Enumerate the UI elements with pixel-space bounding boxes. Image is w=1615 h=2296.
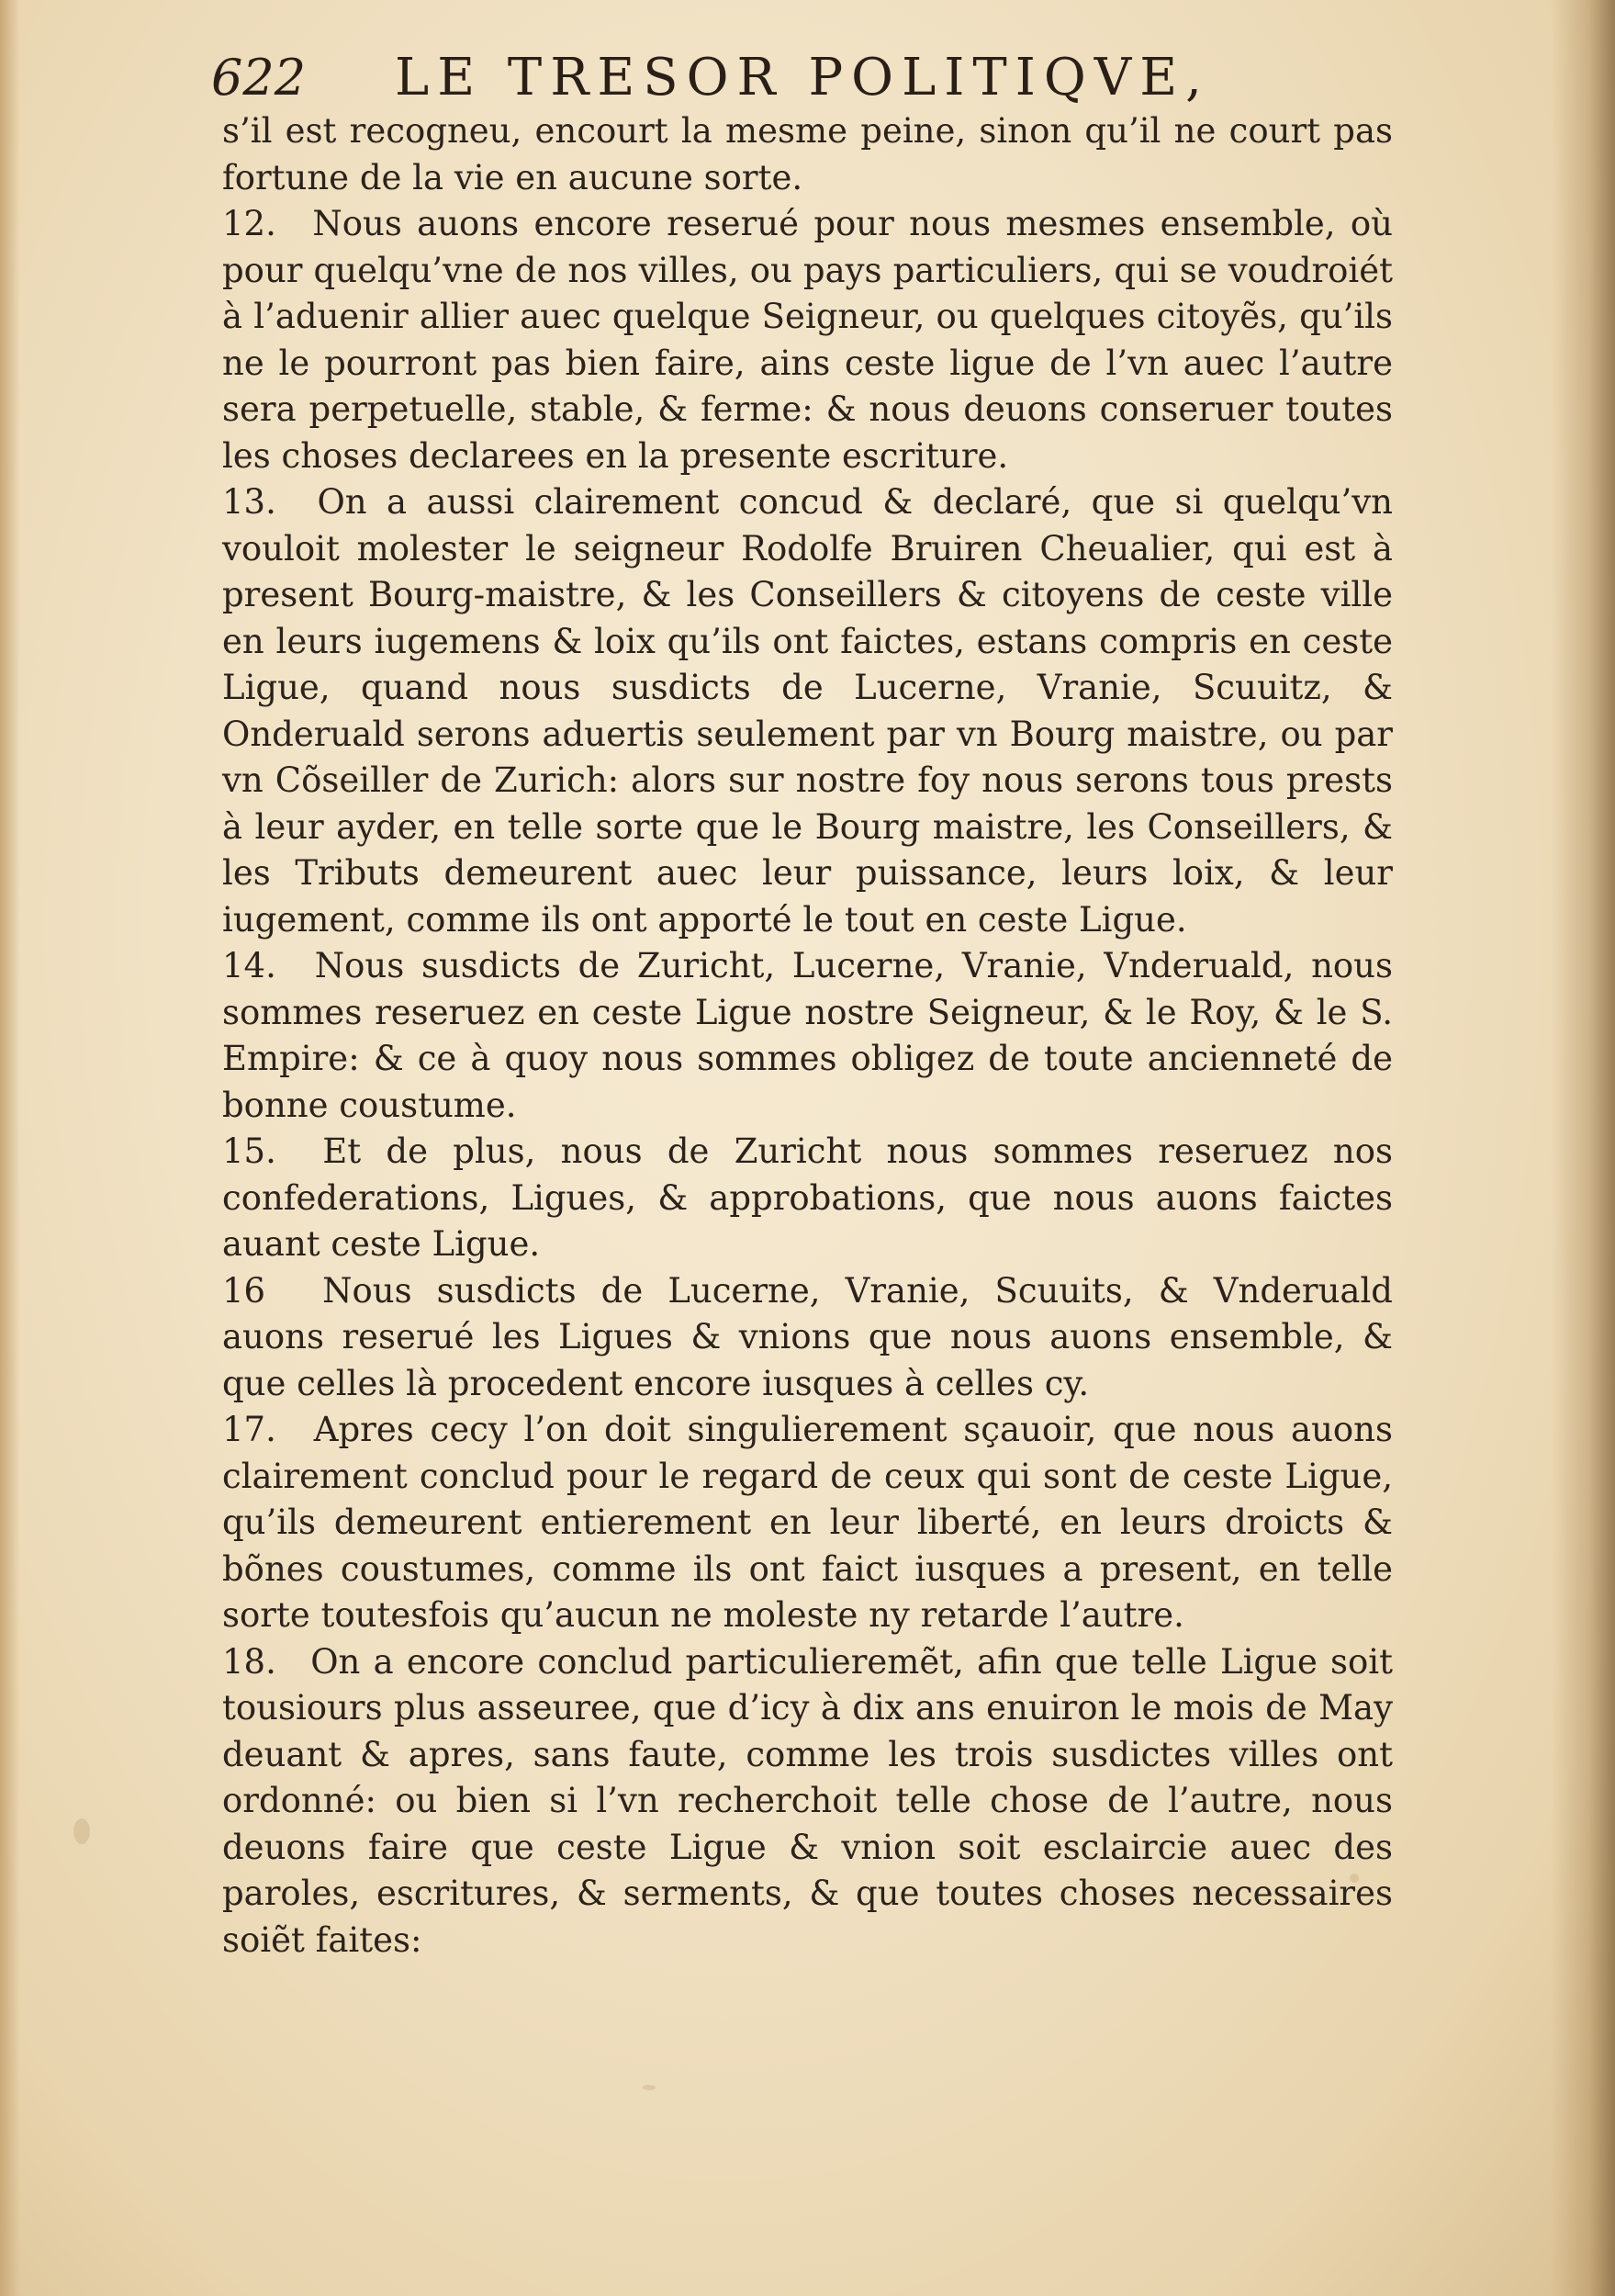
article-17 xyxy=(222,1407,1393,1639)
article-text: On a encore conclud particulieremẽt, afin que telle Ligue soit tousiours plus asseuree, que d’icy à dix ans enuiron le mois de May deuant & apres, sans faute, comme les trois susdictes villes ont ordonné: ou bien si l’vn recherchoit telle chose de l’autre, nous deuons faire que ceste Ligue & vnion soit esclaircie auec des paroles, escritures, & serments, & que toutes choses necessaires soiẽt faites: xyxy=(222,1641,1394,1960)
running-title: LE TRESOR POLITIQVE, xyxy=(395,48,1210,107)
article-text: On a aussi clairement concud & declaré, que si quelqu’vn vouloit molester le seigneur Rodolfe Bruiren Cheualier, qui est à present Bourg-maistre, & les Conseillers & citoyens de ceste ville en leurs iugemens & loix qu’ils ont faictes, estans compris en ceste Ligue, quand nous susdicts de Lucerne, Vranie, Scuuitz, & Onderuald serons aduertis seulement par vn Bourg maistre, ou par vn Cõseiller de Zurich: alors sur nostre foy nous serons tous prests à leur ayder, en telle sorte que le Bourg maistre, les Conseillers, & les Tributs demeurent auec leur puissance, leurs loix, & leur iugement, comme ils ont apporté le tout en ceste Ligue. xyxy=(222,482,1393,940)
article-text: Nous susdicts de Zuricht, Lucerne, Vranie, Vnderuald, nous sommes reseruez en ceste Ligue nostre Seigneur, & le Roy, & le S. Empire: & ce à quoy nous sommes obligez de toute ancienneté de bonne coustume. xyxy=(222,946,1393,1125)
article-number: 16 xyxy=(222,1270,266,1311)
article-number: 13. xyxy=(222,482,276,522)
article-number: 15. xyxy=(222,1131,276,1171)
ink-stain xyxy=(73,1818,90,1844)
article-14 xyxy=(222,943,1393,1129)
page-edge-shadow xyxy=(1551,0,1615,2296)
article-16 xyxy=(222,1268,1393,1408)
article-13 xyxy=(222,479,1393,943)
article-text: Nous auons encore reserué pour nous mesmes ensemble, où pour quelqu’vne de nos villes, ou pays particuliers, qui se voudroiét à l’aduenir allier auec quelque Seigneur, ou quelques citoyẽs, qu’ils ne le pourront pas bien faire, ains ceste ligue de l’vn auec l’autre sera perpetuelle, stable, & ferme: & nous deuons conseruer toutes les choses declarees en la presente escriture. xyxy=(222,204,1393,476)
article-18 xyxy=(222,1639,1393,1964)
page-number: 622 xyxy=(211,49,307,107)
opening-paragraph: s’il est recogneu, encourt la mesme peine, sinon qu’il ne court pas fortune de la vie en aucune sorte. xyxy=(222,111,1393,197)
main-text xyxy=(222,108,1393,1964)
article-number: 12. xyxy=(222,204,276,243)
article-12 xyxy=(222,201,1393,479)
ink-smudge xyxy=(643,2085,656,2090)
page-header xyxy=(184,37,1441,119)
article-text: Apres cecy l’on doit singulierement sçauoir, que nous auons clairement conclud pour le regard de ceux qui sont de ceste Ligue, qu’ils demeurent entierement en leur liberté, en leurs droicts & bõnes coustumes, comme ils ont faict iusques a present, en telle sorte toutesfois qu’aucun ne moleste ny retarde l’autre. xyxy=(222,1410,1393,1635)
page-left-edge xyxy=(0,0,20,2296)
article-text: Nous susdicts de Lucerne, Vranie, Scuuits, & Vnderuald auons reserué les Ligues & vnions que nous auons ensemble, & que celles là procedent encore iusques à celles cy. xyxy=(222,1270,1393,1403)
article-text: Et de plus, nous de Zuricht nous sommes reseruez nos confederations, Ligues, & approbations, que nous auons faictes auant ceste Ligue. xyxy=(222,1131,1393,1264)
article-15 xyxy=(222,1129,1393,1268)
article-number: 14. xyxy=(222,946,276,985)
article-number: 18. xyxy=(222,1641,276,1682)
article-number: 17. xyxy=(222,1410,276,1449)
